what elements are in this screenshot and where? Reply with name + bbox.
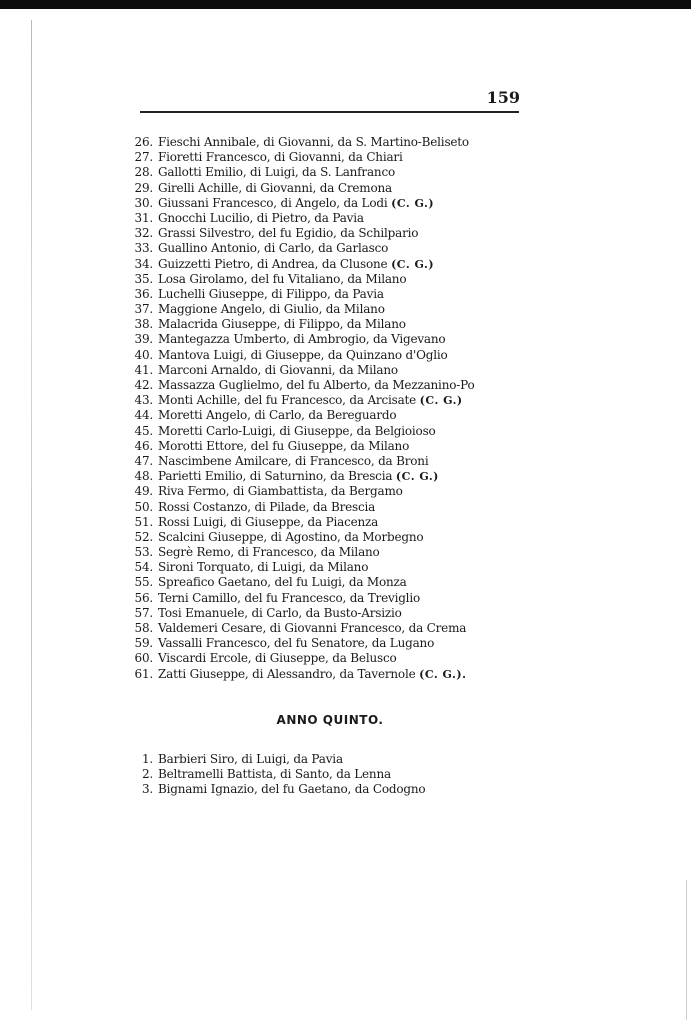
- list-item: [118, 667, 498, 682]
- entry-number: 40.: [134, 347, 153, 362]
- entry-text: Barbieri Siro, di Luigi, da Pavia: [158, 752, 343, 766]
- entry-text: Grassi Silvestro, del fu Egidio, da Schilpario: [158, 226, 419, 241]
- entry-text: Rossi Luigi, di Giuseppe, da Piacenza: [158, 514, 379, 529]
- scan-right-edge: [686, 880, 687, 1020]
- scan-left-edge: [31, 20, 32, 1010]
- list-item: [118, 439, 498, 454]
- entry-text: Scalcini Giuseppe, di Agostino, da Morbegno: [158, 529, 424, 544]
- entry-number: 45.: [134, 423, 153, 438]
- entry-text: Rossi Costanzo, di Pilade, da Brescia: [158, 499, 376, 514]
- entry-text: Mantova Luigi, di Giuseppe, da Quinzano d'Oglio: [158, 347, 448, 362]
- entry-text: Parietti Emilio, di Saturnino, da Brescia: [158, 469, 393, 484]
- list-item: [118, 257, 498, 272]
- entry-text: Zatti Giuseppe, di Alessandro, da Tavernole: [158, 666, 416, 681]
- entry-number: 44.: [134, 408, 153, 423]
- entry-text: Guallino Antonio, di Carlo, da Garlasco: [158, 241, 389, 256]
- entry-text: Bignami Ignazio, del fu Gaetano, da Codogno: [158, 782, 426, 797]
- list-item: [118, 363, 498, 378]
- entry-number: 33.: [134, 241, 153, 256]
- list-item: [118, 135, 498, 150]
- list-item: [118, 165, 498, 180]
- section-title: ANNO QUINTO.: [276, 713, 384, 727]
- list-item: [118, 332, 498, 347]
- list-item: [118, 500, 498, 515]
- entry-number: 47.: [134, 453, 153, 468]
- entry-number: 1.: [141, 752, 153, 766]
- entry-text: Spreafico Gaetano, del fu Luigi, da Monza: [158, 575, 407, 590]
- list-item: [118, 317, 498, 332]
- scan-top-border: [0, 0, 691, 9]
- entry-number: 35.: [134, 271, 153, 286]
- entry-number: 59.: [134, 636, 153, 651]
- entry-number: 43.: [134, 393, 153, 408]
- list-item: [118, 348, 498, 363]
- list-item: [118, 575, 498, 590]
- entry-text: Vassalli Francesco, del fu Senatore, da Lugano: [158, 636, 435, 651]
- entry-number: 56.: [134, 590, 153, 605]
- student-list-section1: [118, 135, 498, 682]
- entry-number: 60.: [134, 651, 153, 666]
- list-item: [118, 408, 498, 423]
- list-item: [118, 302, 498, 317]
- list-item: [118, 636, 498, 651]
- entry-tag: (C. G.): [391, 257, 435, 271]
- entry-number: 49.: [134, 484, 153, 499]
- entry-number: 32.: [134, 226, 153, 241]
- header-rule: [140, 111, 519, 113]
- list-item: [118, 782, 498, 797]
- entry-text: Sironi Torquato, di Luigi, da Milano: [158, 560, 369, 575]
- entry-text: Valdemeri Cesare, di Giovanni Francesco, da Crema: [158, 621, 467, 635]
- entry-number: 38.: [134, 317, 153, 332]
- entry-number: 2.: [141, 767, 153, 782]
- entry-tag: (C. G.).: [419, 667, 467, 681]
- entry-text: Nascimbene Amilcare, di Francesco, da Broni: [158, 453, 429, 468]
- list-item: [118, 591, 498, 606]
- list-item: [118, 226, 498, 241]
- list-item: [118, 181, 498, 196]
- entry-number: 51.: [134, 514, 153, 529]
- entry-tag: (C. G.): [391, 196, 435, 210]
- list-item: [118, 424, 498, 439]
- list-item: [118, 651, 498, 666]
- entry-number: 53.: [134, 545, 153, 560]
- entry-number: 52.: [134, 529, 153, 544]
- entry-text: Malacrida Giuseppe, di Filippo, da Milano: [158, 317, 406, 332]
- entry-text: Moretti Angelo, di Carlo, da Bereguardo: [158, 408, 397, 423]
- entry-number: 42.: [134, 378, 153, 392]
- entry-text: Moretti Carlo-Luigi, di Giuseppe, da Belgioioso: [158, 423, 436, 438]
- entry-text: Fieschi Annibale, di Giovanni, da S. Martino-Beliseto: [158, 135, 469, 149]
- list-item: [118, 211, 498, 226]
- entry-text: Riva Fermo, di Giambattista, da Bergamo: [158, 484, 403, 499]
- list-item: [118, 752, 498, 767]
- entry-text: Maggione Angelo, di Giulio, da Milano: [158, 302, 385, 317]
- list-item: [118, 545, 498, 560]
- entry-number: 58.: [134, 621, 153, 635]
- list-item: [118, 287, 498, 302]
- entry-text: Monti Achille, del fu Francesco, da Arcisate: [158, 393, 417, 408]
- entry-text: Girelli Achille, di Giovanni, da Cremona: [158, 180, 392, 195]
- entry-text: Marconi Arnaldo, di Giovanni, da Milano: [158, 362, 398, 377]
- list-item: [118, 469, 498, 484]
- entry-number: 39.: [134, 332, 153, 347]
- entry-text: Beltramelli Battista, di Santo, da Lenna: [158, 767, 391, 782]
- list-item: [118, 150, 498, 165]
- entry-text: Terni Camillo, del fu Francesco, da Treviglio: [158, 590, 420, 605]
- entry-number: 3.: [141, 782, 153, 797]
- entry-tag: (C. G.): [419, 394, 463, 408]
- entry-number: 55.: [134, 575, 153, 590]
- list-item: [118, 560, 498, 575]
- entry-number: 34.: [134, 256, 153, 271]
- list-item: [118, 515, 498, 530]
- entry-text: Viscardi Ercole, di Giuseppe, da Belusco: [158, 651, 397, 666]
- entry-text: Gallotti Emilio, di Luigi, da S. Lanfranco: [158, 165, 395, 180]
- entry-number: 27.: [134, 150, 153, 165]
- student-list-section2: [118, 752, 498, 798]
- list-item: [118, 484, 498, 499]
- entry-text: Tosi Emanuele, di Carlo, da Busto-Arsizio: [158, 605, 402, 620]
- entry-text: Giussani Francesco, di Angelo, da Lodi: [158, 195, 388, 210]
- entry-number: 57.: [134, 605, 153, 620]
- list-item: [118, 393, 498, 408]
- entry-tag: (C. G.): [395, 470, 439, 484]
- list-item: [118, 241, 498, 256]
- entry-number: 37.: [134, 302, 153, 317]
- list-item: [118, 196, 498, 211]
- entry-text: Gnocchi Lucilio, di Pietro, da Pavia: [158, 210, 364, 225]
- list-item: [118, 767, 498, 782]
- entry-number: 28.: [134, 165, 153, 180]
- list-item: [118, 378, 498, 393]
- entry-text: Fioretti Francesco, di Giovanni, da Chiari: [158, 150, 403, 165]
- entry-text: Luchelli Giuseppe, di Filippo, da Pavia: [158, 286, 384, 301]
- list-item: [118, 454, 498, 469]
- entry-number: 26.: [134, 135, 153, 149]
- entry-text: Morotti Ettore, del fu Giuseppe, da Milano: [158, 438, 410, 453]
- entry-number: 36.: [134, 286, 153, 301]
- entry-number: 61.: [134, 666, 153, 681]
- entry-number: 30.: [134, 195, 153, 210]
- entry-number: 46.: [134, 438, 153, 453]
- entry-text: Segrè Remo, di Francesco, da Milano: [158, 545, 380, 560]
- entry-text: Mantegazza Umberto, di Ambrogio, da Vigevano: [158, 332, 446, 347]
- page-number: 159: [486, 88, 520, 107]
- entry-number: 48.: [134, 469, 153, 484]
- list-item: [118, 272, 498, 287]
- entry-text: Massazza Guglielmo, del fu Alberto, da Mezzanino-Po: [158, 378, 475, 392]
- list-item: [118, 530, 498, 545]
- entry-number: 31.: [134, 210, 153, 225]
- list-item: [118, 621, 498, 636]
- entry-text: Losa Girolamo, del fu Vitaliano, da Milano: [158, 271, 407, 286]
- entry-number: 54.: [134, 560, 153, 575]
- entry-text: Guizzetti Pietro, di Andrea, da Clusone: [158, 256, 388, 271]
- entry-number: 50.: [134, 499, 153, 514]
- list-item: [118, 606, 498, 621]
- entry-number: 41.: [134, 362, 153, 377]
- entry-number: 29.: [134, 180, 153, 195]
